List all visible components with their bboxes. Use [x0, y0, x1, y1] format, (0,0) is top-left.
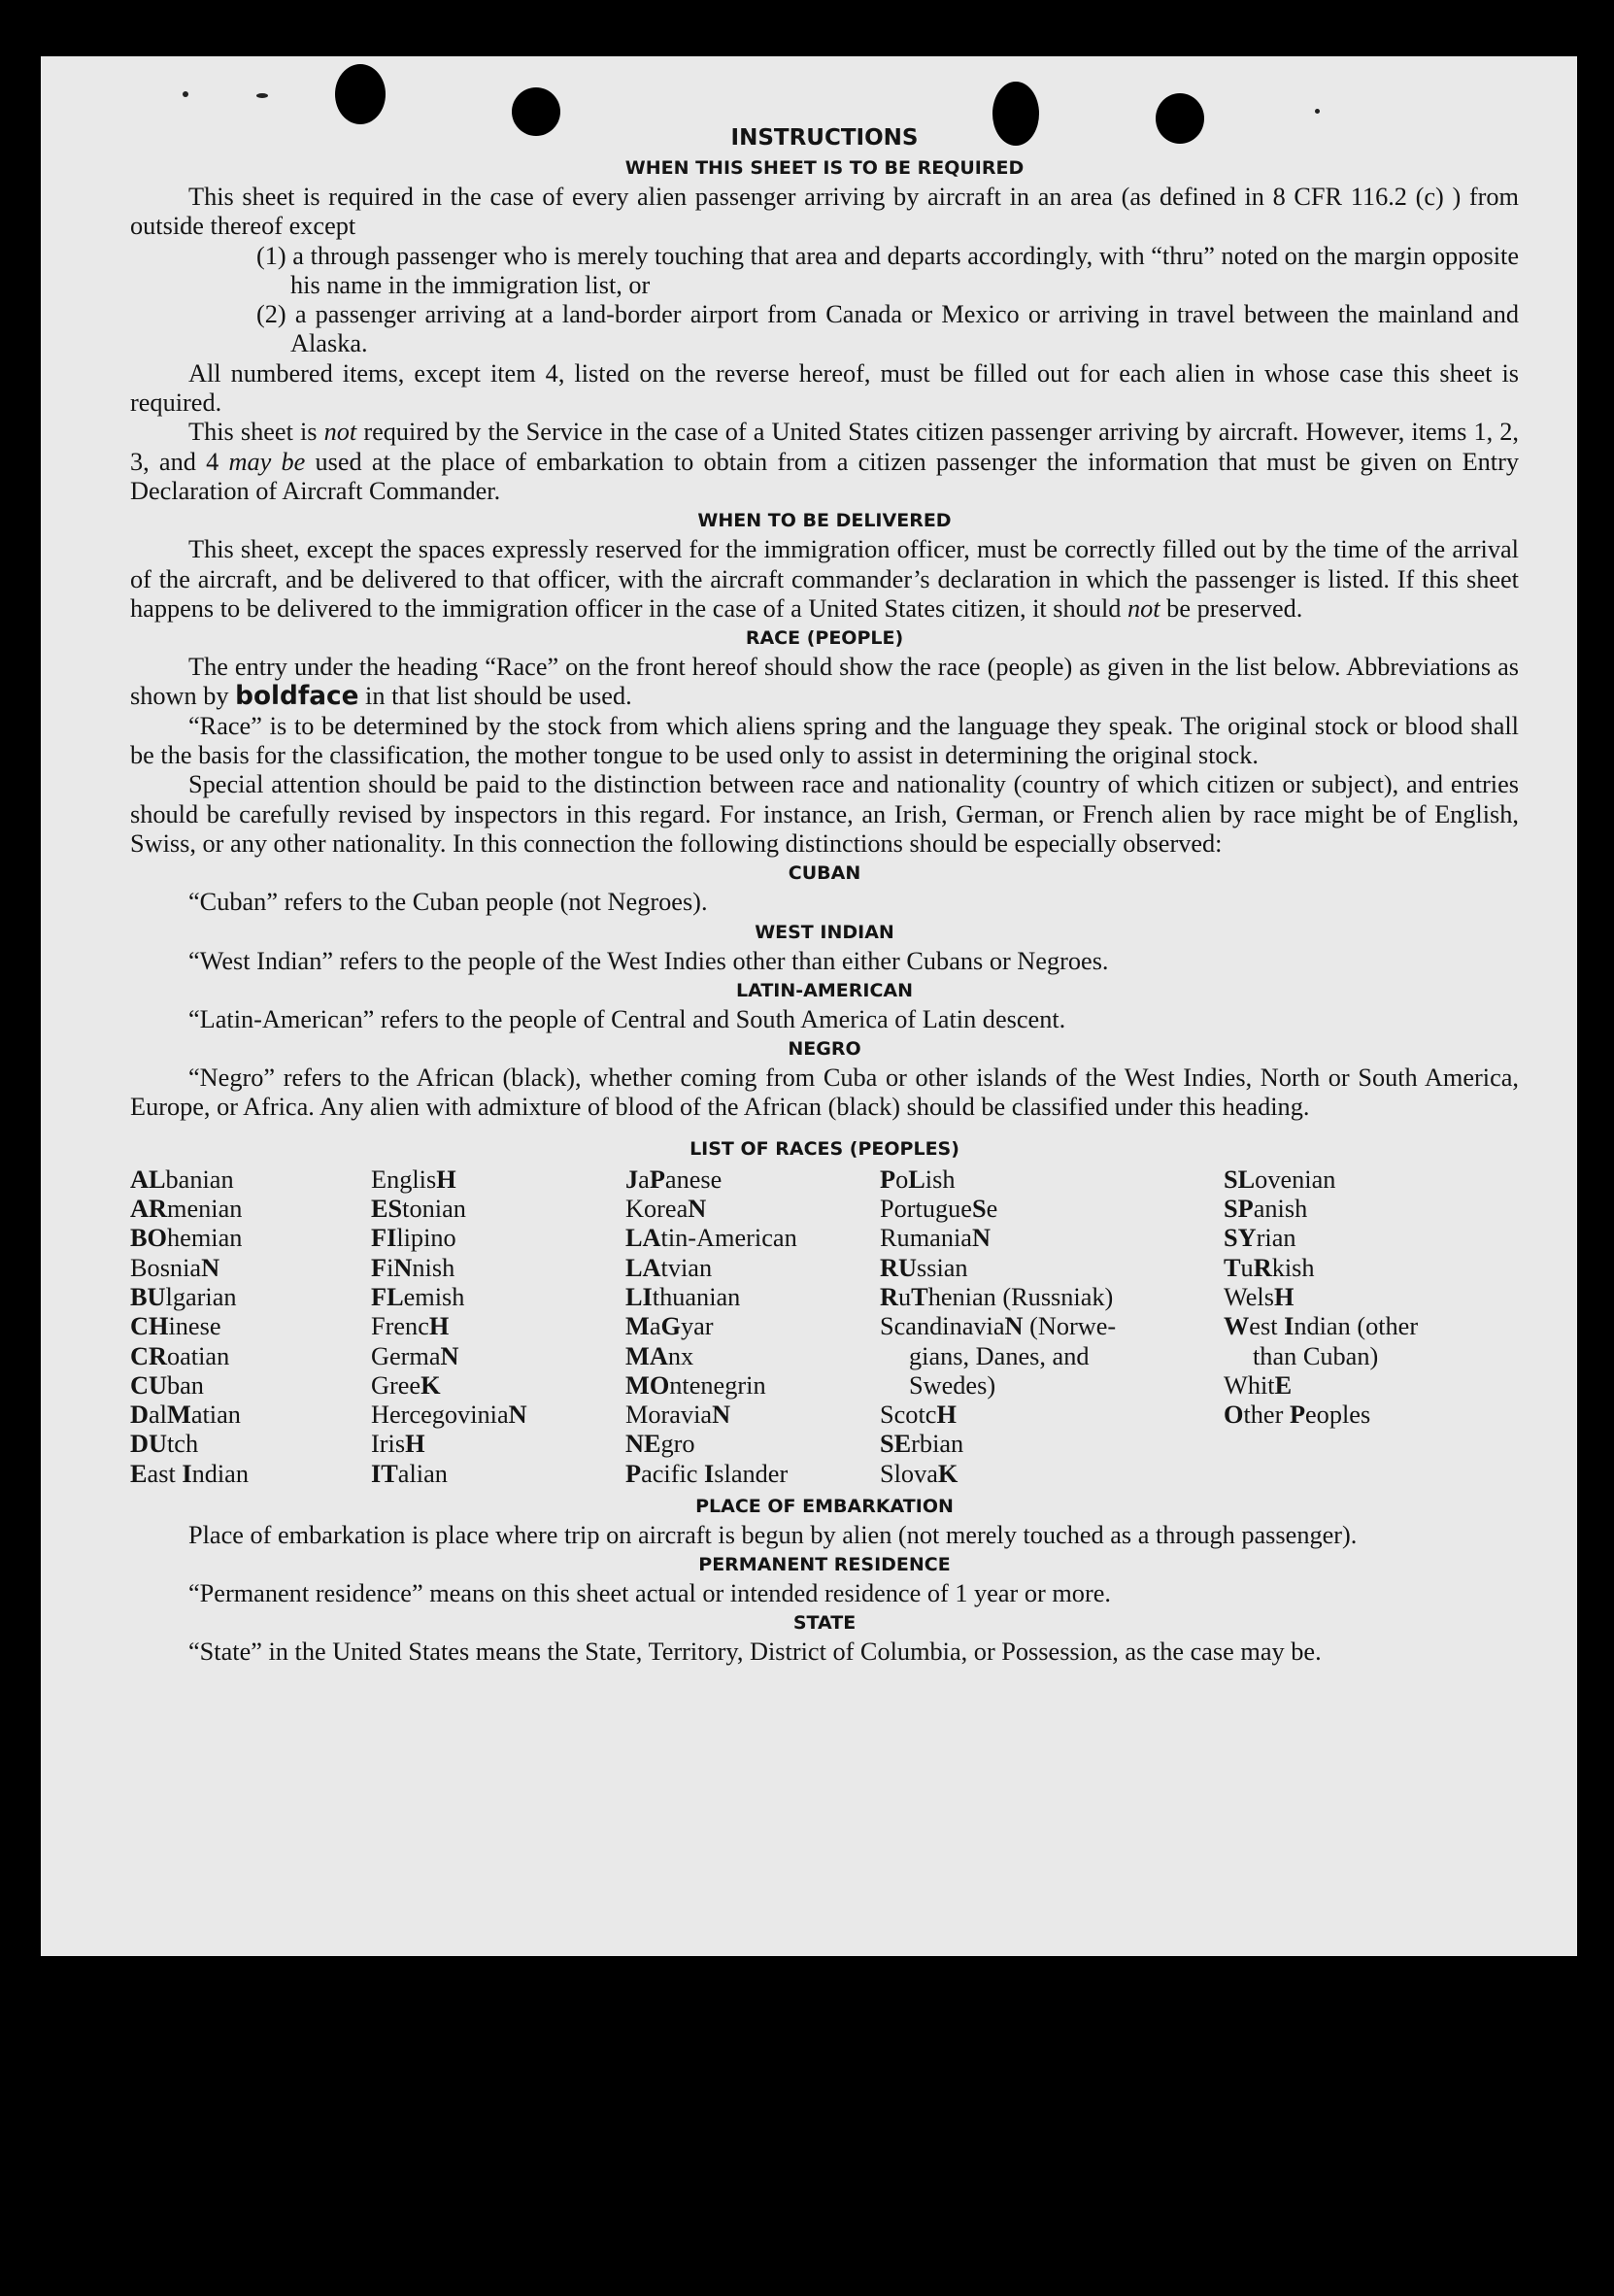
race-item: SErbian: [880, 1430, 964, 1459]
punch-hole-1: [335, 64, 386, 124]
race-item: ScandinaviaN (Norwe- gians, Danes, and Swedes): [880, 1312, 1117, 1400]
race-item: EnglisH: [371, 1165, 456, 1194]
heading-west-indian: WEST INDIAN: [755, 921, 894, 943]
race-item: SLovenian: [1224, 1165, 1336, 1194]
race-item: LAtin-American: [625, 1224, 797, 1253]
race-item: FIlipino: [371, 1224, 456, 1253]
paragraph: The entry under the heading “Race” on the front hereof should show the race (people) as given in the list below. Abbreviations as shown by boldface in that list should be used.: [130, 653, 1519, 712]
race-item: FLemish: [371, 1282, 465, 1311]
paragraph: Special attention should be paid to the distinction between race and nationality (country of which citizen or subject), and entries should be carefully revised by inspectors in this regard. For instance, an Irish, German, or French alien by race might be of English, Swiss, or any other nationality. In this connection the following distinctions should be especially observed:: [130, 770, 1519, 858]
races-column-2: [371, 1165, 614, 1489]
race-item: BOhemian: [130, 1224, 243, 1253]
paragraph: This sheet is not required by the Service in the case of a United States citizen passenger arriving by aircraft. However, items 1, 2, 3, and 4 may be used at the place of embarkation to obtain from a citizen passenger the information that must be given on Entry Declaration of Aircraft Commander.: [130, 418, 1519, 505]
races-column-4: [880, 1165, 1171, 1489]
race-item: ARmenian: [130, 1195, 243, 1224]
race-item: DalMatian: [130, 1401, 241, 1430]
heading-cuban: CUBAN: [788, 862, 861, 885]
paragraph: Place of embarkation is place where trip on aircraft is begun by alien (not merely touched as a through passenger).: [188, 1520, 1358, 1549]
race-item: Pacific Islander: [625, 1459, 789, 1488]
page-title: INSTRUCTIONS: [730, 125, 919, 151]
race-item: LAtvian: [625, 1253, 713, 1282]
race-item: ScotcH: [880, 1401, 957, 1430]
speck: [183, 91, 188, 97]
race-item: WelsH: [1224, 1282, 1295, 1311]
race-item: MAnx: [625, 1341, 694, 1370]
race-item: ITalian: [371, 1459, 448, 1488]
heading-list-of-races: LIST OF RACES (PEOPLES): [689, 1137, 959, 1160]
heading-negro: NEGRO: [788, 1038, 861, 1061]
race-item: ALbanian: [130, 1165, 234, 1194]
race-item: SPanish: [1224, 1195, 1308, 1224]
race-item: RUssian: [880, 1253, 968, 1282]
paragraph: “Permanent residence” means on this sheet actual or intended residence of 1 year or more.: [188, 1579, 1111, 1608]
race-item: MOntenegrin: [625, 1370, 766, 1400]
speck: [1315, 109, 1320, 114]
race-item: MaGyar: [625, 1312, 714, 1341]
heading-permanent-residence: PERMANENT RESIDENCE: [698, 1554, 951, 1576]
race-item: NEgro: [625, 1430, 695, 1459]
heading-embarkation: PLACE OF EMBARKATION: [695, 1495, 954, 1517]
race-item: JaPanese: [625, 1165, 723, 1194]
paragraph: “Race” is to be determined by the stock from which aliens spring and the language they speak. The original stock or blood shall be the basis for the classification, the mother tongue to be used only to assist in determining the original stock.: [130, 711, 1519, 770]
race-item: FiNnish: [371, 1253, 455, 1282]
paragraph: All numbered items, except item 4, listed on the reverse hereof, must be filled out for each alien in whose case this sheet is required.: [130, 358, 1519, 418]
race-item: HercegoviniaN: [371, 1401, 527, 1430]
race-item: GermaN: [371, 1341, 459, 1370]
race-item: East Indian: [130, 1459, 250, 1488]
races-column-3: [625, 1165, 878, 1489]
speck: [256, 93, 268, 98]
race-item: CUban: [130, 1370, 204, 1400]
race-item: West Indian (other than Cuban): [1224, 1312, 1419, 1370]
races-column-1: [130, 1165, 363, 1489]
race-item: KoreaN: [625, 1195, 707, 1224]
paragraph: This sheet is required in the case of every alien passenger arriving by aircraft in an area (as defined in 8 CFR 116.2 (c) ) from outside thereof except: [130, 183, 1519, 241]
race-item: FrencH: [371, 1312, 450, 1341]
race-item: TuRkish: [1224, 1253, 1315, 1282]
definition-latin-american: “Latin-American” refers to the people of Central and South America of Latin descent.: [188, 1004, 1066, 1033]
paragraph: This sheet, except the spaces expressly reserved for the immigration officer, must be correctly filled out by the time of the arrival of the aircraft, and be delivered to that officer, with the aircraft commander’s declaration in which the passenger is listed. If this sheet happens to be delivered to the immigration officer in the case of a United States citizen, it should not be preserved.: [130, 535, 1519, 623]
definition-west-indian: “West Indian” refers to the people of the West Indies other than either Cubans or Negroes.: [188, 946, 1109, 975]
race-item: SYrian: [1224, 1224, 1296, 1253]
race-item: BosniaN: [130, 1253, 220, 1282]
document-sheet: [41, 56, 1577, 1956]
race-item: RuThenian (Russniak): [880, 1282, 1114, 1311]
instructions-body: [130, 122, 1519, 1668]
race-item: CHinese: [130, 1312, 221, 1341]
heading-latin-american: LATIN-AMERICAN: [736, 979, 913, 1001]
paragraph: “State” in the United States means the State, Territory, District of Columbia, or Possession, as the case may be.: [188, 1638, 1322, 1667]
exception-item-2: (2) a passenger arriving at a land-border airport from Canada or Mexico or arriving in travel between the mainland and Alaska.: [256, 300, 1519, 358]
race-item: BUlgarian: [130, 1282, 237, 1311]
race-item: GreeK: [371, 1370, 441, 1400]
definition-negro: “Negro” refers to the African (black), whether coming from Cuba or other islands of the West Indies, North or South America, Europe, or Africa. Any alien with admixture of blood of the African (black) should be classified under this heading.: [130, 1064, 1519, 1122]
heading-when-required: WHEN THIS SHEET IS TO BE REQUIRED: [624, 157, 1025, 179]
race-item: EStonian: [371, 1195, 466, 1224]
race-item: IrisH: [371, 1430, 425, 1459]
race-item: LIthuanian: [625, 1282, 741, 1311]
heading-state: STATE: [792, 1612, 857, 1635]
race-item: WhitE: [1224, 1370, 1293, 1400]
race-item: RumaniaN: [880, 1224, 991, 1253]
race-item: DUtch: [130, 1430, 199, 1459]
heading-when-delivered: WHEN TO BE DELIVERED: [697, 510, 952, 532]
definition-cuban: “Cuban” refers to the Cuban people (not Negroes).: [188, 888, 708, 917]
race-item: SlovaK: [880, 1459, 958, 1488]
race-item: CRoatian: [130, 1341, 230, 1370]
race-item: Other Peoples: [1224, 1401, 1371, 1430]
heading-race: RACE (PEOPLE): [745, 627, 904, 650]
races-list: [130, 1165, 1519, 1492]
races-column-5: [1224, 1165, 1519, 1431]
exception-item-1: (1) a through passenger who is merely touching that area and departs accordingly, with “thru” noted on the margin opposite his name in the immigration list, or: [256, 241, 1519, 299]
race-item: PoLish: [880, 1165, 956, 1194]
race-item: MoraviaN: [625, 1401, 731, 1430]
race-item: PortugueSe: [880, 1195, 998, 1224]
